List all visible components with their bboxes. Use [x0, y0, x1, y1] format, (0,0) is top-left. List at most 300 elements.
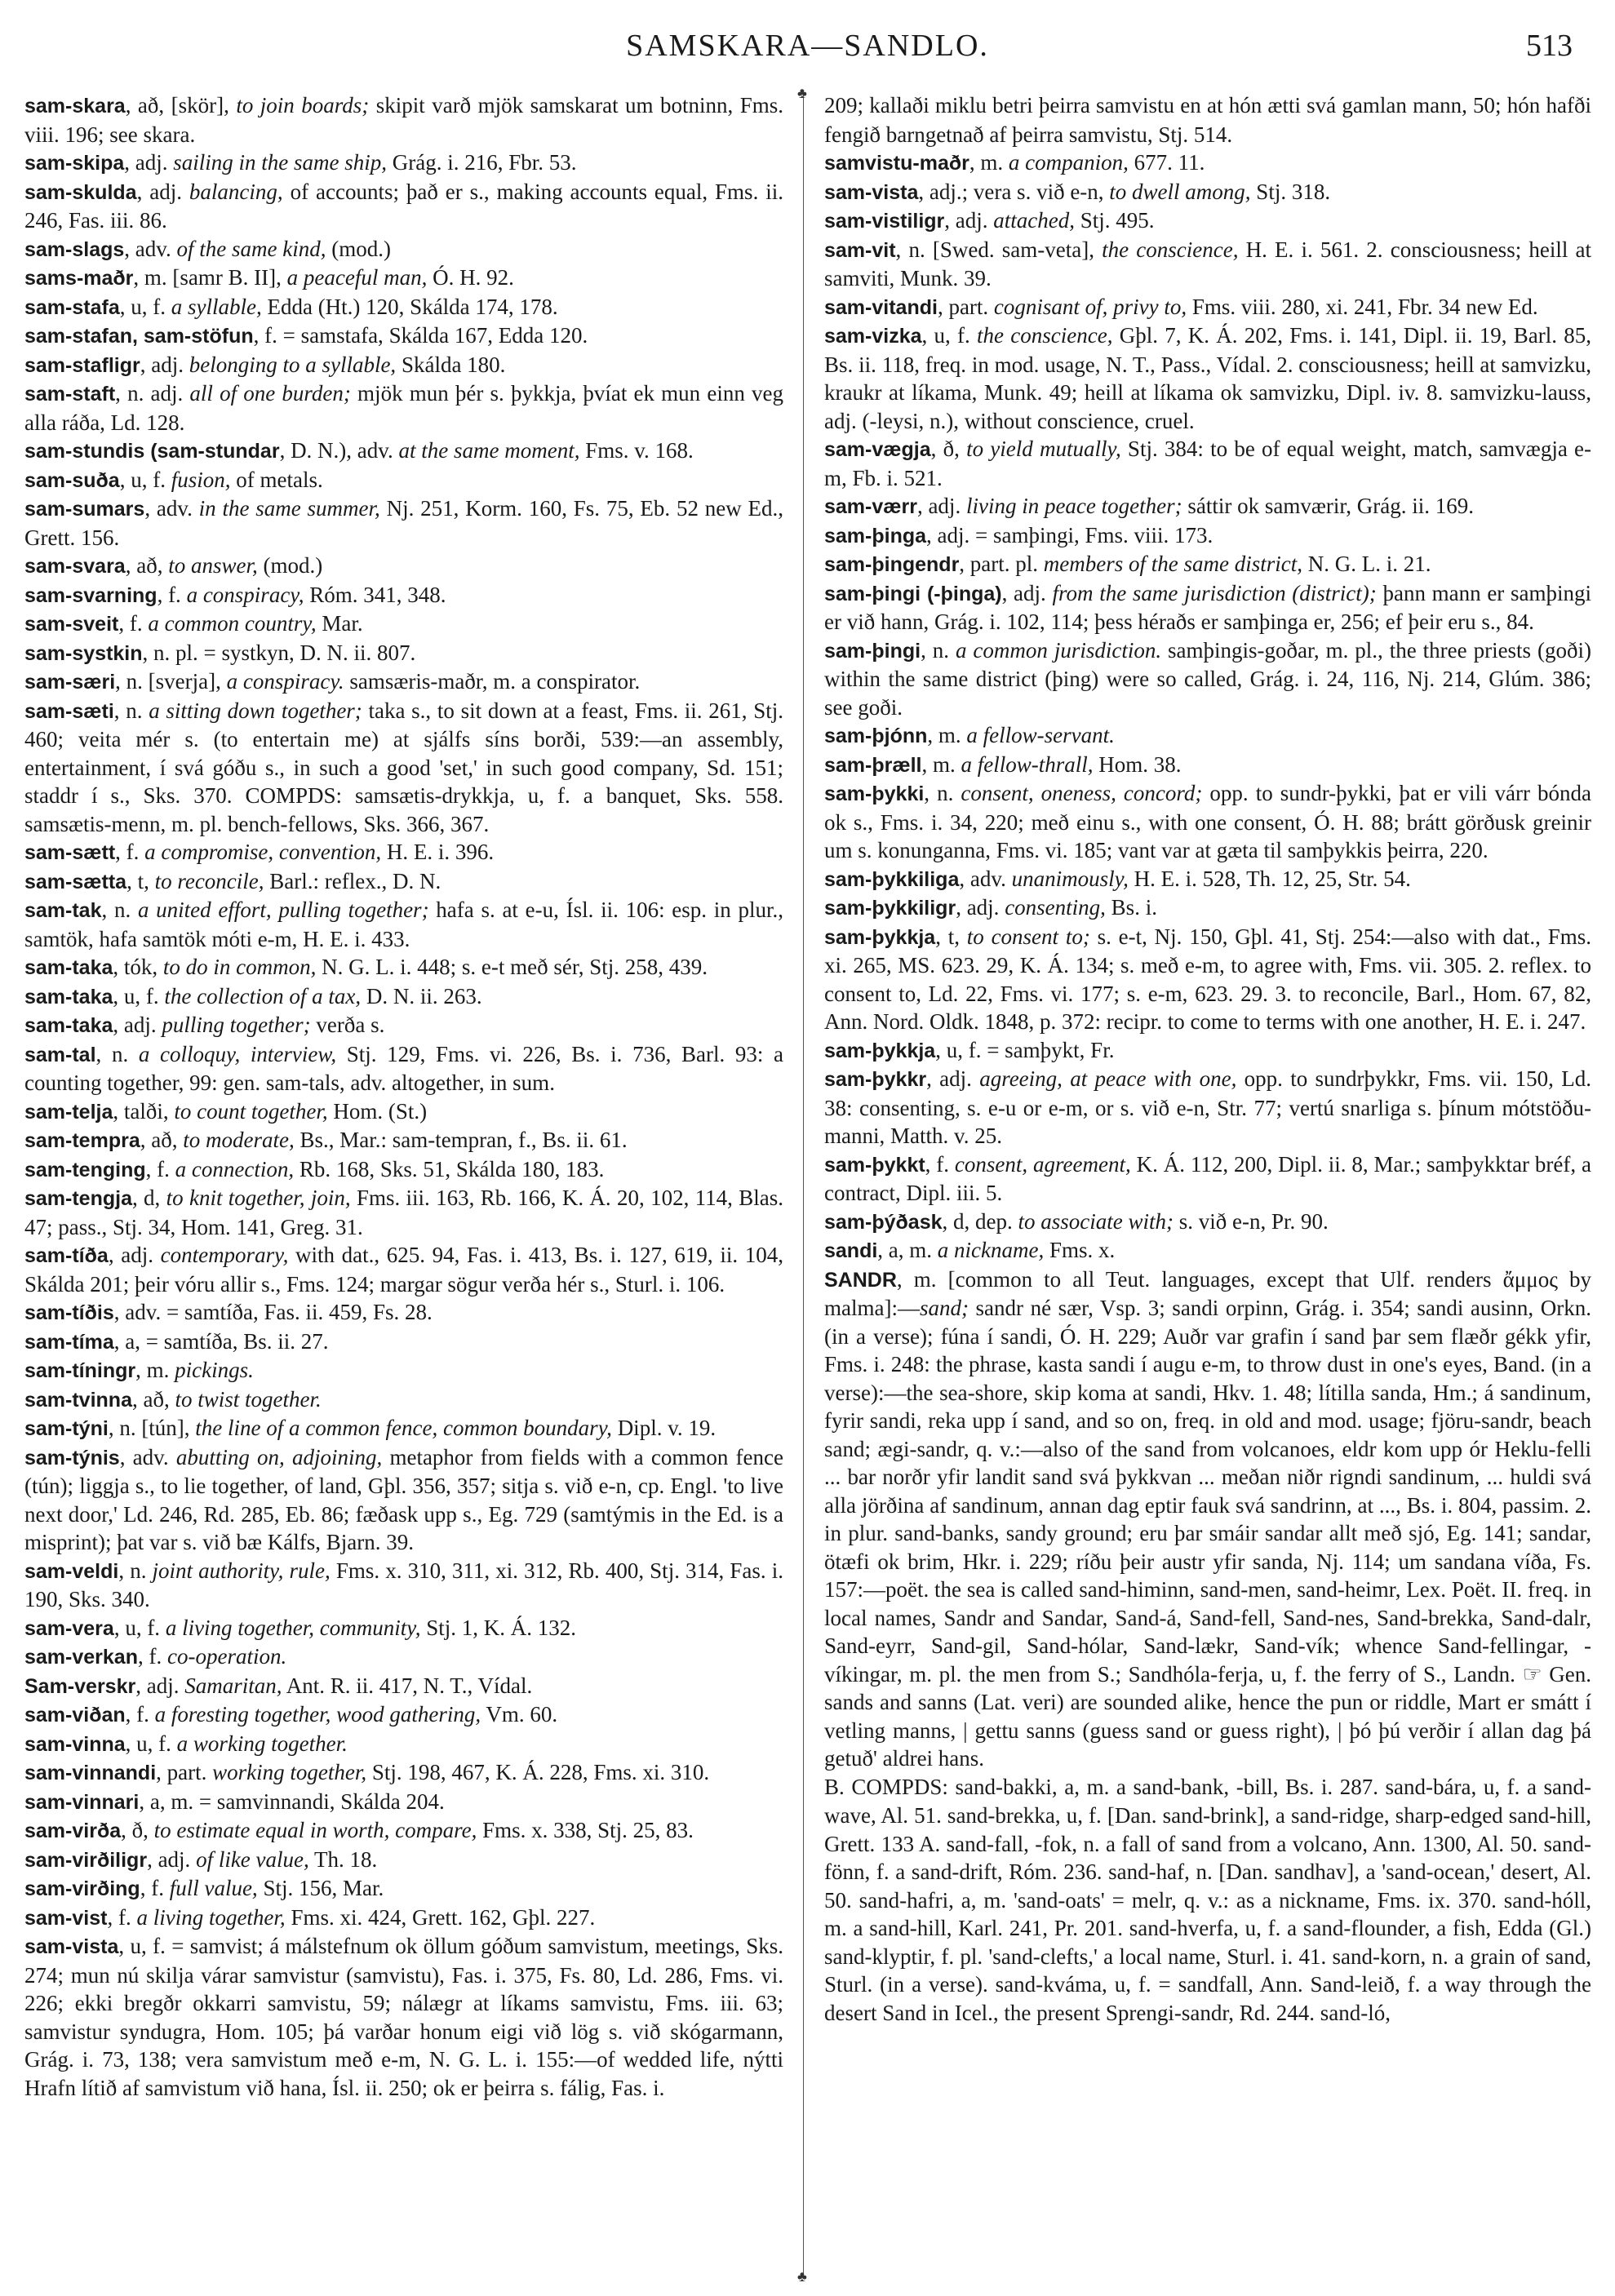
entry-grammar: , f. — [118, 611, 149, 636]
dictionary-entry — [24, 581, 783, 610]
dictionary-entry — [824, 923, 1591, 1036]
entry-definition: working together, — [212, 1760, 367, 1784]
entry-citations: Hom. (St.) — [327, 1098, 428, 1124]
entry-definition: pickings. — [175, 1358, 254, 1382]
dictionary-entry — [824, 521, 1591, 551]
dictionary-entry — [24, 1298, 783, 1328]
dictionary-entry — [24, 293, 783, 322]
entry-definition: consent, oneness, concord; — [961, 781, 1203, 805]
entry-definition: a companion, — [1008, 150, 1129, 175]
entry-citations: Stj. 129, Fms. vi. 226, Bs. i. 736, Barl. 93: a counting together, 99: gen. sam-tals, adv. altogether, in sum. — [24, 1041, 783, 1095]
entry-citations: Dipl. v. 19. — [611, 1416, 717, 1440]
entry-citations: Ant. R. ii. 417, N. T., Vídal. — [282, 1673, 533, 1698]
headword: sam-suða — [24, 468, 120, 492]
entry-citations: Edda (Ht.) 120, Skálda 174, 178. — [261, 294, 558, 319]
dictionary-entry — [24, 867, 783, 897]
dictionary-entry — [824, 636, 1591, 722]
headword: sam-þykki — [824, 782, 925, 805]
entry-grammar: , f. — [115, 840, 145, 864]
entry-definition: a conspiracy. — [226, 669, 344, 694]
entry-definition: all of one burden; — [189, 381, 351, 406]
headword: sam-tíningr — [24, 1359, 136, 1382]
entry-citations: Fms. xi. 424, Grett. 162, Gþl. 227. — [285, 1904, 596, 1930]
dictionary-entry — [824, 1036, 1591, 1066]
entry-grammar: , n. pl. = systkyn, — [142, 640, 300, 665]
entry-grammar: , f. — [140, 1876, 170, 1900]
headword: sam-skara — [24, 95, 126, 117]
headword: sam-veldi — [24, 1559, 119, 1583]
entry-definition: a living together, — [136, 1904, 286, 1930]
entry-citations: Ó. H. 92. — [427, 265, 514, 290]
dictionary-entry — [824, 148, 1591, 178]
entry-grammar: , a, m. = samvinnandi, — [139, 1788, 341, 1814]
entry-definition: at the same moment, — [398, 438, 580, 463]
entry-definition: to twist together. — [175, 1386, 322, 1412]
entry-citations: á málstefnum ok öllum góðum samvistum, meetings, Sks. 274; mun nú skilja várar samvistur (samvistu), Fas. i. 375, Fs. 80, Ld. 286, Fms. vi. 226; ekki bregðr okkarri samvistu, 59; nálægr at líkams samvistu, Fms. iii. 63; samvistur syndugra, Hom. 105; þá varðar honum eigi við lög s. við skógarmann, Grág. i. 73, 138; vera samvistum með e-m, N. G. L. i. 155:—of wedded life, nýtti Hrafn lítið af samvistum við hana, Ísl. ii. 250; ok er þeirra s. fálig, Fas. i. — [24, 1934, 783, 2100]
entry-grammar: , að, — [131, 1386, 175, 1412]
entry-grammar: , tók, — [113, 955, 163, 979]
dictionary-entry — [24, 148, 783, 178]
headword: sam-slags — [24, 237, 125, 261]
entry-definition: a nickname, — [937, 1238, 1045, 1262]
dictionary-entry — [24, 552, 783, 581]
dictionary-entry — [824, 492, 1591, 521]
dictionary-entry — [24, 1672, 783, 1701]
entry-grammar: , D. N.), adv. — [279, 438, 399, 463]
entry-grammar: , t, — [935, 924, 967, 949]
dictionary-entry — [24, 264, 783, 293]
headword: sam-vitandi — [824, 295, 938, 319]
entry-grammar: , adj. — [926, 1066, 980, 1091]
headword: sam-vista — [824, 180, 919, 204]
headword: sams-maðr — [24, 267, 134, 290]
entry-definition: a colloquy, interview, — [138, 1041, 337, 1066]
entry-grammar: , talði, — [113, 1098, 175, 1124]
entry-citations: of accounts; það er s., making accounts equal, Fms. ii. 246, Fas. iii. 86. — [24, 179, 783, 233]
entry-citations: taka s., to sit down at a feast, Fms. ii. 261, Stj. 460; veita mér s. (to entertain me) at sjálfs síns borði, 539:—an assembly, entertainment, í svá góðu s., in such a good 'set,' in such good company, Sd. 151; staddr í s., Sks. 370. COMPDS: samsætis-drykkja, u, f. a banquet, Sks. 558. samsætis-menn, m. pl. bench-fellows, Sks. 366, 367. — [24, 698, 783, 836]
entry-definition: abutting on, adjoining, — [175, 1444, 383, 1469]
headword: sam-virðing — [24, 1877, 140, 1900]
entry-citations: Bs. ii. 27. — [243, 1328, 329, 1354]
dictionary-entry — [24, 1642, 783, 1672]
entry-grammar: , n. — [101, 898, 138, 922]
entry-grammar: , adj. — [1001, 580, 1053, 605]
right-column — [824, 91, 1591, 2278]
page-header — [24, 24, 1591, 73]
entry-definition: to knit together, join, — [166, 1186, 351, 1210]
entry-grammar: , m. — [135, 1358, 175, 1382]
headword: sam-þjónn — [824, 725, 928, 747]
entry-citations: Barl.: reflex., D. N. — [264, 868, 441, 893]
entry-grammar: , adj. — [124, 150, 174, 175]
entry-citations: samþingis-goðar, m. pl., the three priests (goði) within the same district (þing) were so called, Grág. i. 24, 116, Nj. 214, Glúm. 386; see goði. — [824, 637, 1591, 720]
entry-definition: the conscience, — [977, 323, 1113, 348]
entry-citations: Rb. 168, Sks. 51, Skálda 180, 183. — [294, 1156, 605, 1181]
dictionary-entry — [824, 1236, 1591, 1265]
dictionary-entry — [24, 1385, 783, 1415]
entry-definition: pulling together; — [162, 1013, 311, 1037]
entry-definition: unanimously, — [1011, 866, 1129, 891]
entry-citations: Fas. ii. 459, Fs. 28. — [264, 1300, 433, 1324]
headword: samvistu-maðr — [824, 152, 969, 175]
dictionary-entry — [24, 1730, 783, 1759]
entry-grammar: , ð, — [930, 437, 967, 461]
dictionary-entry — [24, 321, 783, 351]
dictionary-entry — [824, 579, 1591, 636]
entry-definition: to join boards; — [236, 93, 370, 117]
headword: sam-virðiligr — [24, 1848, 148, 1872]
entry-grammar: 209; kallaði miklu betri þeirra samvistu en at hón ætti svá gamlan mann, 50; hón hafði fengið barngetnað af þeirra samvistu, Stj. 514. — [824, 93, 1591, 147]
entry-definition: consenting, — [1005, 895, 1106, 920]
entry-citations: verða s. — [310, 1013, 385, 1037]
entry-citations: Róm. 341, 348. — [304, 582, 446, 607]
dictionary-entry — [24, 379, 783, 437]
entry-grammar: , m. [common to all Teut. languages, except that Ulf. renders ἄμμος by malma]:— — [824, 1266, 1591, 1320]
entry-citations: Skálda 204. — [340, 1788, 445, 1814]
entry-citations: s. e-t, Nj. 150, Gþl. 41, Stj. 254:—also with dat., Fms. xi. 265, MS. 623. 29, K. Á. 134; s. með e-m, to agree with, Fms. vii. 305. 2. reflex. to consent to, Ld. 22, Fms. vi. 177; s. e-m, 623. 29. 3. to reconcile, Barl., Hom. 67, 82, Ann. Nord. Oldk. 1848, p. 372: recipr. to come to terms with one another, H. E. i. 247. — [824, 924, 1591, 1034]
dictionary-entry — [24, 466, 783, 495]
entry-grammar: B. COMPDS: — [824, 1774, 956, 1799]
entry-grammar: , adj. — [135, 1673, 185, 1698]
headword: sam-vizka — [824, 325, 922, 348]
entry-citations: sand-bakki, a, m. a sand-bank, -bill, Bs. i. 287. sand-bára, u, f. a sand-wave, Al. 51. sand-brekka, u, f. [Dan. sand-brink], a sand-ridge, sharp-edged sand-hill, Grett. 133 A. sand-fall, -fok, n. a fall of sand from a volcano, Ann. 1300, Al. 50. sand-fönn, f. a sand-drift, Róm. 236. sand-haf, n. [Dan. sandhav], a 'sand-ocean,' desert, Al. 50. sand-hafri, a, m. 'sand-oats' = melr, q. v.: as a nickname, Fms. ix. 370. sand-hóll, m. a sand-hill, Karl. 241, Pr. 201. sand-hverfa, u, f. a sand-flounder, a fish, Edda (Gl.) sand-klyptir, f. pl. 'sand-clefts,' a local name, Sturl. i. 41. sand-korn, n. a grain of sand, Sturl. (in a verse). sand-kváma, u, f. = sandfall, Ann. Sand-leið, f. a way through the desert Sand in Icel., the present Sprengi-sandr, Rd. 244. sand-ló, — [824, 1774, 1591, 2025]
headword: sam-værr — [824, 495, 917, 518]
entry-grammar: , f. — [157, 582, 187, 607]
dictionary-entry — [24, 667, 783, 697]
dictionary-entry — [824, 1208, 1591, 1237]
entry-grammar: , adv. — [959, 866, 1012, 891]
entry-definition: the line of a common fence, common boundary, — [195, 1416, 612, 1440]
entry-definition: a fellow-thrall, — [961, 751, 1094, 777]
entry-citations: Fms. viii. 280, xi. 241, Fbr. 34 new Ed. — [1187, 294, 1538, 319]
headword: sam-skipa — [24, 152, 125, 175]
dictionary-entry — [824, 178, 1591, 207]
headword: sam-vit — [824, 238, 896, 262]
headword: sam-sæti — [24, 699, 114, 723]
entry-grammar: , t, — [126, 868, 155, 893]
headword: sam-verkan — [24, 1646, 138, 1669]
dictionary-entry — [24, 494, 783, 552]
dictionary-entry — [24, 609, 783, 639]
headword: sam-virða — [24, 1820, 122, 1842]
entry-citations: Stj. 384: to be of equal weight, match, samvægja e-m, Fb. i. 521. — [824, 437, 1591, 490]
dictionary-entry — [24, 1328, 783, 1357]
headword: sam-skulda — [24, 180, 137, 204]
entry-definition: agreeing, at peace with one, — [979, 1066, 1237, 1091]
dictionary-entry — [24, 1241, 783, 1298]
entry-grammar: , adv. — [119, 1444, 176, 1469]
running-title: SAMSKARA—SANDLO. — [626, 29, 989, 63]
entry-definition: sand; — [919, 1296, 969, 1320]
entry-citations: Hom. 38. — [1093, 751, 1182, 777]
headword: sam-þingendr — [824, 553, 960, 576]
entry-grammar: , u, f. — [125, 1731, 177, 1756]
headword: sam-stafa — [24, 295, 120, 319]
dictionary-entry — [24, 1443, 783, 1557]
entry-citations: Gþl. 7, K. Á. 202, Fms. i. 141, Dipl. ii. 19, Barl. 85, Bs. ii. 118, freq. in mod. usage, N. T., Pass., Vídal. 2. consciousness; heill at samvizku, kraukr at líkama, Munk. 49; heill at líkama ok samvizku, Dipl. iv. 8. samvizku-lauss, adj. (-leysi, n.), without conscience, cruel. — [824, 323, 1591, 433]
left-column — [24, 91, 783, 2278]
dictionary-entry — [824, 1773, 1591, 2028]
headword: sam-særi — [24, 671, 116, 694]
entry-definition: the conscience, — [1102, 237, 1239, 262]
column-ornament-bottom-icon: ♣ — [797, 2268, 807, 2285]
entry-definition: a sitting down together; — [149, 698, 362, 723]
entry-grammar: , adj. — [147, 1846, 197, 1872]
headword: sam-vinnari — [24, 1790, 140, 1814]
entry-definition: a connection, — [175, 1156, 295, 1181]
dictionary-entry — [24, 1758, 783, 1788]
entry-definition: a conspiracy, — [186, 582, 304, 607]
headword: sam-stafan, sam-stöfun — [24, 325, 254, 348]
entry-citations: s. við e-n, Pr. 90. — [1174, 1208, 1329, 1234]
dictionary-entry — [24, 1614, 783, 1643]
entry-definition: to count together, — [174, 1098, 328, 1124]
entry-grammar: , n. [Swed. sam-veta], — [895, 237, 1103, 262]
headword: sam-týnis — [24, 1446, 120, 1469]
entry-citations: Fms. iii. 163, Rb. 166, K. Á. 20, 102, 114, Blas. 47; pass., Stj. 34, Hom. 141, Greg. 31. — [24, 1186, 783, 1239]
entry-definition: a united effort, pulling together; — [137, 898, 429, 922]
entry-citations: K. Á. 112, 200, Dipl. ii. 8, Mar.; samþykktar bréf, a contract, Dipl. iii. 5. — [824, 1151, 1591, 1205]
dictionary-entry — [24, 437, 783, 466]
dictionary-entry — [24, 982, 783, 1012]
entry-grammar: , m. — [921, 751, 961, 777]
headword: sam-þýðask — [824, 1210, 943, 1234]
headword: Sam-verskr — [24, 1674, 136, 1698]
dictionary-entry — [24, 351, 783, 380]
entry-grammar: , f. — [145, 1156, 175, 1181]
entry-grammar: , f. — [137, 1644, 167, 1669]
headword: sam-vinnandi — [24, 1762, 157, 1784]
headword: sam-tengja — [24, 1187, 132, 1210]
headword: sam-stafligr — [24, 353, 140, 377]
entry-grammar: , u, f. — [119, 294, 171, 319]
entry-citations: H. E. i. 561. 2. consciousness; heill at samviti, Munk. 39. — [824, 237, 1591, 290]
entry-grammar: , adj. = samþingi, — [926, 522, 1085, 547]
headword: sam-tíma — [24, 1330, 114, 1354]
entry-definition: Samaritan, — [184, 1673, 282, 1698]
entry-grammar: , að, — [125, 553, 169, 578]
entry-citations: Stj. 198, 467, K. Á. 228, Fms. xi. 310. — [366, 1760, 710, 1784]
dictionary-entry — [24, 1816, 783, 1846]
headword: sam-þingi (-þinga) — [824, 582, 1002, 605]
dictionary-entry — [24, 1040, 783, 1097]
entry-citations: opp. to sundrþykkr, Fms. vii. 150, Ld. 38: consenting, s. e-u or e-m, or s. við e-n, Str. 77; vertú snarliga s. þínum mótstöðu-manni, Matth. v. 25. — [824, 1066, 1591, 1148]
entry-grammar: , adj.; vera s. við e-n, — [918, 179, 1110, 204]
entry-definition: to do in common, — [162, 955, 317, 979]
entry-grammar: , f. — [925, 1151, 955, 1177]
entry-citations: (mod.) — [257, 553, 323, 578]
dictionary-entry — [24, 1126, 783, 1155]
entry-citations: D. N. ii. 807. — [299, 640, 416, 665]
entry-grammar: , n. — [921, 637, 956, 663]
entry-grammar: , n. — [113, 698, 149, 723]
dictionary-entry — [24, 1700, 783, 1730]
entry-definition: of like value, — [196, 1846, 309, 1872]
entry-grammar: , part. — [156, 1760, 213, 1784]
headword: sam-vist — [24, 1906, 108, 1930]
entry-citations: Skálda 180. — [396, 352, 506, 377]
entry-citations: H. E. i. 528, Th. 12, 25, Str. 54. — [1128, 866, 1411, 891]
entry-definition: to consent to; — [966, 924, 1090, 949]
dictionary-entry — [24, 1097, 783, 1127]
headword: sam-vinna — [24, 1732, 126, 1756]
dictionary-entry — [24, 1788, 783, 1817]
entry-definition: to dwell among, — [1109, 179, 1251, 204]
entry-grammar: , að, — [140, 1128, 184, 1152]
entry-citations: hafa s. at e-u, Ísl. ii. 106: esp. in plur., samtök, hafa samtök móti e-m, H. E. i. 433. — [24, 898, 783, 951]
entry-definition: a living together, community, — [165, 1615, 421, 1640]
entry-citations: Skálda 167, Edda 120. — [388, 323, 588, 348]
entry-citations: of metals. — [230, 467, 323, 492]
dictionary-entry — [824, 893, 1591, 923]
entry-definition: to moderate, — [183, 1128, 295, 1152]
entry-definition: a fellow-servant. — [966, 723, 1115, 747]
headword: sam-þykkr — [824, 1068, 927, 1091]
entry-definition: living in peace together; — [965, 494, 1182, 518]
entry-grammar: , a, = samtíða, — [113, 1328, 244, 1354]
headword: SANDR — [824, 1268, 897, 1292]
entry-definition: sailing in the same ship, — [173, 150, 388, 175]
entry-definition: co-operation. — [166, 1644, 287, 1669]
headword: sam-týni — [24, 1417, 109, 1440]
dictionary-entry — [24, 1557, 783, 1614]
entry-citations: Vm. 60. — [481, 1702, 558, 1726]
entry-definition: of the same kind, — [176, 236, 326, 261]
headword: sam-þræll — [824, 753, 922, 777]
entry-grammar: , n. — [118, 1558, 153, 1583]
entry-grammar: , adj. — [136, 179, 189, 204]
entry-grammar: , u, f. — [113, 1615, 166, 1640]
entry-definition: to associate with; — [1018, 1208, 1174, 1234]
entry-grammar: , f. — [125, 1702, 155, 1726]
headword: sam-sætta — [24, 870, 127, 893]
entry-citations: D. N. ii. 263. — [361, 983, 482, 1008]
entry-grammar: , adj. — [108, 1243, 161, 1267]
entry-definition: attached, — [993, 208, 1076, 233]
entry-definition: belonging to a syllable, — [189, 352, 397, 377]
entry-citations: with dat., 625. 94, Fas. i. 413, Bs. i. 127, 619, ii. 104, Skálda 201; þeir vóru allir s., Fms. 124; margar sögur verða hér s., Sturl. i. 106. — [24, 1243, 783, 1296]
entry-citations: Fr. — [1090, 1037, 1115, 1062]
dictionary-entry — [24, 1184, 783, 1241]
headword: sam-svarning — [24, 583, 158, 607]
entry-citations: Fms. x. 338, Stj. 25, 83. — [477, 1818, 694, 1842]
entry-citations: Bs. i. — [1105, 895, 1157, 920]
dictionary-entry — [24, 1846, 783, 1875]
entry-citations: Fms. x. — [1044, 1238, 1116, 1262]
dictionary-entry — [24, 1155, 783, 1185]
dictionary-entry — [24, 91, 783, 148]
entry-grammar: , u, f. — [921, 323, 978, 348]
headword: sam-þykkiligr — [824, 897, 956, 920]
headword: sam-sumars — [24, 498, 145, 521]
headword: sam-vista — [24, 1935, 119, 1958]
entry-definition: to estimate equal in worth, compare, — [153, 1818, 477, 1842]
dictionary-entry — [824, 91, 1591, 148]
entry-grammar: , m. [samr B. II], — [133, 265, 287, 290]
entry-definition: joint authority, rule, — [152, 1558, 331, 1583]
headword: sam-tvinna — [24, 1388, 132, 1412]
entry-definition: cognisant of, privy to, — [993, 294, 1187, 319]
dictionary-entry — [24, 1356, 783, 1385]
entry-citations: Nj. 251, Korm. 160, Fs. 75, Eb. 52 new Ed., Grett. 156. — [24, 496, 783, 550]
dictionary-entry — [824, 751, 1591, 780]
entry-citations: metaphor from fields with a common fence (tún); liggja s., to lie together, of land, Gþl. 356, 357; sitja s. við e-n, cp. Engl. 'to live next door,' Ld. 246, Rd. 285, Eb. 86; fæðask upp s., Eg. 729 (samtýmis in the Ed. is a misprint); þat var s. við bæ Kálfs, Bjarn. 39. — [24, 1444, 783, 1554]
entry-grammar: , adv. — [144, 496, 199, 521]
entry-citations: samsæris-maðr, m. a conspirator. — [344, 669, 641, 694]
dictionary-entry — [24, 235, 783, 264]
entry-citations: Grág. i. 216, Fbr. 53. — [387, 150, 577, 175]
headword: sam-stundis (sam-stundar — [24, 440, 280, 463]
entry-definition: to yield mutually, — [966, 437, 1121, 461]
entry-citations: Fms. viii. 173. — [1085, 522, 1213, 547]
entry-citations: (mod.) — [326, 236, 391, 261]
entry-grammar: , m. — [969, 150, 1009, 175]
entry-definition: balancing, — [189, 179, 283, 204]
dictionary-entry — [24, 1932, 783, 2102]
entry-grammar: , u, f. — [119, 467, 171, 492]
entry-grammar: , n. [sverja], — [115, 669, 227, 694]
entry-grammar: , adj. — [140, 352, 189, 377]
entry-definition: in the same summer, — [198, 496, 380, 521]
entry-citations: sandr né sær, Vsp. 3; sandi orpinn, Grág. i. 354; sandi ausinn, Orkn. (in a verse); fúna í sandi, Ó. H. 229; Auðr var grafin í sand þar sem flæðr gékk yfir, Fms. i. 248: the phrase, kasta sandi í augu e-m, to throw dust in one's eyes, Band. (in a verse):—the sea-shore, skip koma at sandi, Hkv. 1. 48; lítilla sanda, Hm.; á sandinum, fyrir sandi, reka upp í sand, and so on, freq. in old and mod. usage; fjöru-sandr, beach sand; ægi-sandr, q. v.:—also of the sand from volcanoes, eldr kom upp ór Heklu-felli ... bar norðr yfir landit sand svá þykkvan ... meðan niðr rigndi sandinum, ... huldi svá alla jörðina af sandinum, annan dag eptir fauk svá sandrinn, at ..., Bs. i. 804, passim. 2. in plur. sand-banks, sandy ground; eru þar smáir sandar allt með sjó, Eg. 141; sandar, ötæfi ok brim, Hkr. i. 229; ríðu þeir austr yfir sanda, Nj. 114; um sandana víða, Fs. 157:—poët. the sea is called sand-himinn, sand-men, sand-heimr, Lex. Poët. II. freq. in local names, Sandr and Sandar, Sand-á, Sand-fell, Sand-nes, Sand-brekka, Sand-dalr, Sand-eyrr, Sand-gil, Sand-hólar, Sand-lækr, Sand-vík; whence Sand-fellingar, -víkingar, m. pl. the men from S.; Sandhóla-ferja, u, f. the ferry of S., Landn. ☞ Gen. sands and sanns (Lat. veri) are sounded alike, hence the pun or riddle, Mart er smátt í vetling manns, | gettu sanns (guess sand or guess right), | þó þú verðir í allan dag þá getuð' aldrei hans. — [824, 1296, 1591, 1771]
headword: sam-svara — [24, 555, 126, 578]
headword: sam-staft — [24, 383, 116, 406]
dictionary-entry — [824, 321, 1591, 435]
entry-citations: N. G. L. i. 21. — [1302, 552, 1431, 576]
dictionary-entry — [824, 1265, 1591, 1773]
entry-citations: mjök mun þér s. þykkja, þvíat ek mun einn veg alla ráða, Ld. 128. — [24, 381, 783, 435]
entry-grammar: , d, dep. — [942, 1208, 1018, 1234]
entry-grammar: , n. — [924, 781, 961, 805]
column-ornament-top-icon: ♣ — [797, 85, 807, 101]
entry-grammar: , n. [tún], — [108, 1416, 196, 1440]
entry-grammar: , f. = samstafa, — [253, 323, 389, 348]
entry-definition: a working together. — [176, 1731, 348, 1756]
entry-citations: Fms. x. 310, 311, xi. 312, Rb. 400, Stj. 314, Fas. i. 190, Sks. 340. — [24, 1558, 783, 1611]
headword: sam-tempra — [24, 1129, 140, 1152]
entry-grammar: , adv. — [124, 236, 177, 261]
page-number: 513 — [1526, 29, 1573, 63]
headword: sam-taka — [24, 1014, 113, 1037]
headword: sam-tíðis — [24, 1301, 114, 1324]
entry-definition: to reconcile, — [154, 868, 264, 893]
dictionary-entry — [24, 639, 783, 668]
entry-grammar: , a, m. — [877, 1238, 938, 1262]
entry-citations: Stj. 318. — [1250, 179, 1331, 204]
dictionary-entry — [24, 953, 783, 982]
entry-citations: 677. 11. — [1128, 150, 1205, 175]
headword: sam-tenging — [24, 1158, 146, 1181]
entry-citations: Stj. 156, Mar. — [257, 1876, 384, 1900]
headword: sandi — [824, 1239, 878, 1262]
entry-grammar: , n. — [95, 1041, 139, 1066]
headword: sam-þykkja — [824, 1039, 936, 1062]
entry-citations: Th. 18. — [308, 1846, 378, 1872]
entry-definition: a common country, — [148, 611, 317, 636]
entry-definition: to answer, — [168, 553, 258, 578]
entry-definition: a common jurisdiction. — [955, 637, 1162, 663]
entry-definition: members of the same district, — [1043, 552, 1302, 576]
headword: sam-tíða — [24, 1244, 109, 1267]
entry-definition: full value, — [169, 1876, 258, 1900]
headword: sam-taka — [24, 956, 113, 979]
headword: sam-sætt — [24, 841, 116, 864]
entry-definition: the collection of a tax, — [164, 983, 362, 1008]
headword: sam-sveit — [24, 613, 119, 636]
entry-grammar: , u, f. — [113, 983, 165, 1008]
entry-citations: skipit varð mjök samskarat um botninn, Fms. viii. 196; see skara. — [24, 93, 783, 147]
headword: sam-þykkja — [824, 925, 936, 949]
